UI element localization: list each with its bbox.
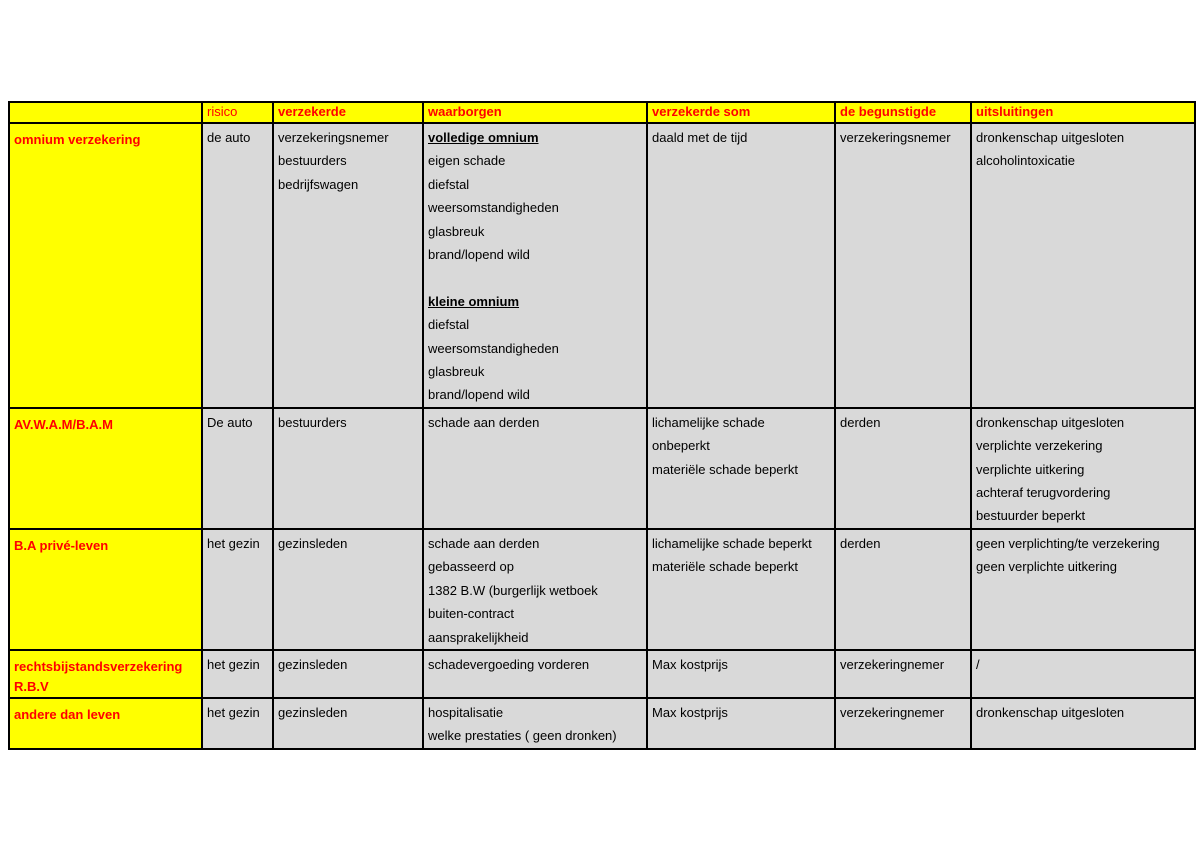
cell-line: gebasseerd op bbox=[428, 559, 515, 575]
cell-line: onbeperkt bbox=[652, 438, 710, 454]
cell-line: glasbreuk bbox=[428, 364, 485, 380]
cell-line: geen verplichting/te verzekering bbox=[976, 535, 1160, 551]
cell-verzekerde bbox=[273, 529, 423, 650]
cell-uitsluitingen bbox=[971, 123, 1195, 408]
cell-line: gezinsleden bbox=[278, 704, 348, 720]
insurance-table bbox=[8, 101, 1196, 750]
cell-verzekerde-som bbox=[647, 698, 835, 749]
cell-line: dronkenschap uitgesloten bbox=[976, 130, 1125, 145]
cell-line: lichamelijke schade bbox=[652, 414, 765, 430]
header-verzekerde: verzekerde bbox=[273, 102, 423, 123]
cell-risico bbox=[202, 698, 273, 749]
cell-line: bestuurder beperkt bbox=[976, 508, 1086, 524]
cell-line: verplichte verzekering bbox=[976, 438, 1103, 454]
cell-begunstigde bbox=[835, 408, 971, 529]
table-row bbox=[9, 529, 1195, 650]
cell-verzekerde-som bbox=[647, 123, 835, 408]
cell-line: materiële schade beperkt bbox=[652, 461, 798, 477]
cell-line: lichamelijke schade beperkt bbox=[652, 535, 812, 551]
cell-verzekerde bbox=[273, 123, 423, 408]
cell-line: bestuurders bbox=[278, 414, 347, 430]
cell-line: eigen schade bbox=[428, 153, 506, 169]
cell-begunstigde bbox=[835, 123, 971, 408]
row-label: B.A privé-leven bbox=[9, 529, 202, 650]
cell-line: dronkenschap uitgesloten bbox=[976, 414, 1125, 430]
cell-verzekerde bbox=[273, 698, 423, 749]
cell-line: de auto bbox=[207, 130, 251, 145]
cell-line: aansprakelijkheid bbox=[428, 629, 529, 645]
cell-line: het gezin bbox=[207, 704, 260, 720]
cell-line: geen verplichte uitkering bbox=[976, 559, 1117, 575]
table-body bbox=[9, 123, 1195, 749]
cell-risico bbox=[202, 650, 273, 698]
cell-verzekerde bbox=[273, 408, 423, 529]
cell-waarborgen bbox=[423, 650, 647, 698]
cell-line: / bbox=[976, 656, 980, 672]
cell-line: 1382 B.W (burgerlijk wetboek bbox=[428, 582, 598, 598]
cell-begunstigde bbox=[835, 650, 971, 698]
cell-line: welke prestaties ( geen dronken) bbox=[428, 728, 617, 744]
cell-uitsluitingen bbox=[971, 698, 1195, 749]
table-row bbox=[9, 123, 1195, 408]
row-label: andere dan leven bbox=[9, 698, 202, 749]
cell-line: alcoholintoxicatie bbox=[976, 153, 1076, 169]
header-empty bbox=[9, 102, 202, 123]
cell-line: brand/lopend wild bbox=[428, 387, 530, 403]
cell-risico bbox=[202, 529, 273, 650]
cell-line: schadevergoeding vorderen bbox=[428, 656, 590, 672]
header-begunstigde: de begunstigde bbox=[835, 102, 971, 123]
cell-risico bbox=[202, 408, 273, 529]
header-waarborgen: waarborgen bbox=[423, 102, 647, 123]
cell-line: verzekeringsnemer bbox=[840, 130, 951, 145]
header-uitsluitingen: uitsluitingen bbox=[971, 102, 1195, 123]
cell-line: derden bbox=[840, 535, 881, 551]
cell-waarborgen bbox=[423, 698, 647, 749]
cell-line: daald met de tijd bbox=[652, 130, 748, 145]
cell-line: Max kostprijs bbox=[652, 704, 728, 720]
cell-verzekerde-som bbox=[647, 529, 835, 650]
cell-line: weersomstandigheden bbox=[428, 200, 559, 216]
cell-line bbox=[428, 266, 642, 289]
subheading: kleine omnium bbox=[428, 293, 520, 309]
cell-line: verzekeringsnemer bbox=[278, 130, 389, 145]
cell-begunstigde bbox=[835, 698, 971, 749]
table-row bbox=[9, 408, 1195, 529]
cell-line: gezinsleden bbox=[278, 535, 348, 551]
cell-line: bedrijfswagen bbox=[278, 176, 359, 192]
cell-line: gezinsleden bbox=[278, 656, 348, 672]
cell-line: schade aan derden bbox=[428, 414, 540, 430]
cell-verzekerde-som bbox=[647, 650, 835, 698]
cell-line: derden bbox=[840, 414, 881, 430]
row-label: rechtsbijstandsverzekering R.B.V bbox=[9, 650, 202, 698]
cell-line: schade aan derden bbox=[428, 535, 540, 551]
subheading: volledige omnium bbox=[428, 130, 539, 145]
cell-line: diefstal bbox=[428, 176, 470, 192]
cell-waarborgen bbox=[423, 408, 647, 529]
cell-line: weersomstandigheden bbox=[428, 340, 559, 356]
cell-line: achteraf terugvordering bbox=[976, 485, 1111, 501]
cell-uitsluitingen bbox=[971, 650, 1195, 698]
cell-uitsluitingen bbox=[971, 408, 1195, 529]
cell-line: bestuurders bbox=[278, 153, 347, 169]
cell-line: dronkenschap uitgesloten bbox=[976, 704, 1125, 720]
cell-line: De auto bbox=[207, 414, 253, 430]
cell-uitsluitingen bbox=[971, 529, 1195, 650]
cell-line: glasbreuk bbox=[428, 223, 485, 239]
table-row bbox=[9, 650, 1195, 698]
cell-verzekerde bbox=[273, 650, 423, 698]
cell-line: verzekeringnemer bbox=[840, 656, 945, 672]
cell-line: hospitalisatie bbox=[428, 704, 504, 720]
cell-line: het gezin bbox=[207, 656, 260, 672]
row-label: AV.W.A.M/B.A.M bbox=[9, 408, 202, 529]
cell-waarborgen bbox=[423, 123, 647, 408]
cell-verzekerde-som bbox=[647, 408, 835, 529]
cell-line: verplichte uitkering bbox=[976, 461, 1085, 477]
cell-line: diefstal bbox=[428, 317, 470, 333]
cell-line: het gezin bbox=[207, 535, 260, 551]
header-row bbox=[9, 102, 1195, 123]
table-row bbox=[9, 698, 1195, 749]
cell-line: Max kostprijs bbox=[652, 656, 728, 672]
cell-line: brand/lopend wild bbox=[428, 247, 530, 263]
cell-line: buiten-contract bbox=[428, 606, 514, 622]
header-verzekerde-som: verzekerde som bbox=[647, 102, 835, 123]
cell-waarborgen bbox=[423, 529, 647, 650]
cell-begunstigde bbox=[835, 529, 971, 650]
cell-line: verzekeringnemer bbox=[840, 704, 945, 720]
header-risico: risico bbox=[202, 102, 273, 123]
cell-risico bbox=[202, 123, 273, 408]
cell-line: materiële schade beperkt bbox=[652, 559, 798, 575]
row-label: omnium verzekering bbox=[9, 123, 202, 408]
